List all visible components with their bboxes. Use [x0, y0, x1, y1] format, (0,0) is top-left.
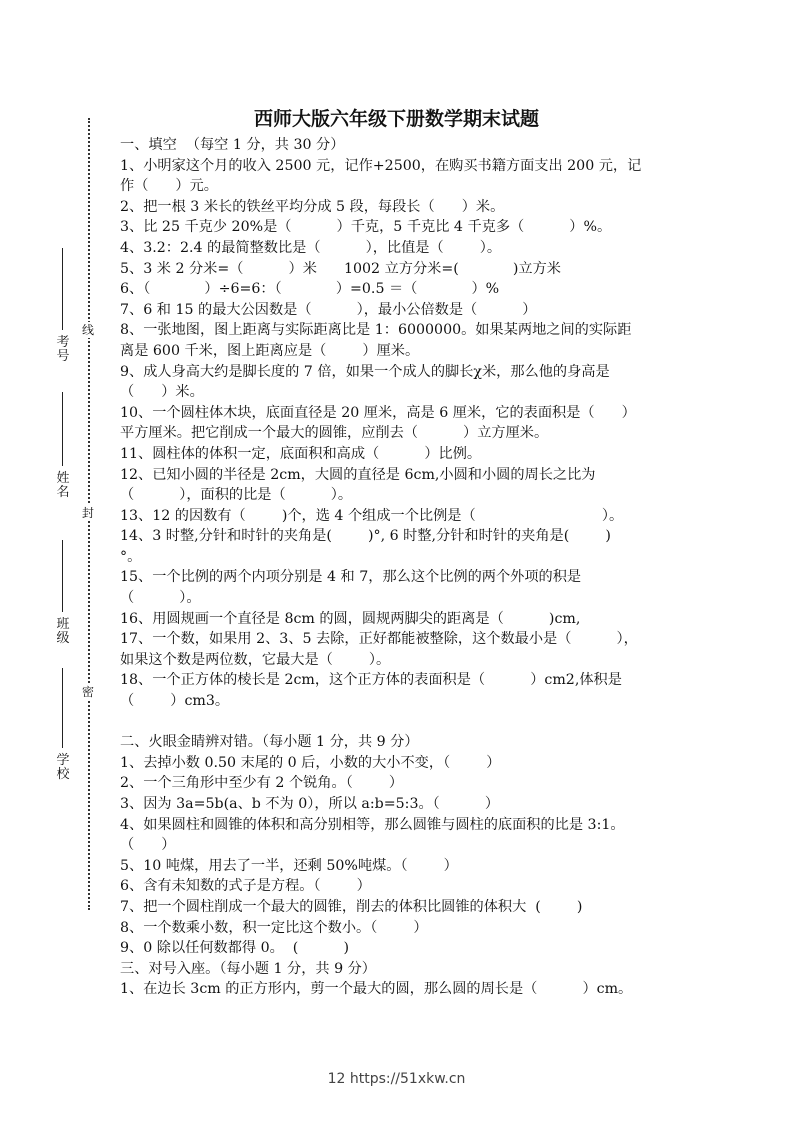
page-footer: 12 https://51xkw.cn — [327, 1071, 466, 1087]
text-line: 16、用圆规画一个直径是 8cm 的圆，圆规两脚尖的距离是（ )cm, — [120, 610, 581, 627]
text-line: （ ）cm3。 — [120, 693, 230, 710]
text-line: 5、10 吨煤，用去了一半，还剩 50%吨煤。（ ） — [120, 857, 458, 874]
text-line: 15、一个比例的两个内项分别是 4 和 7，那么这个比例的两个外项的积是 — [120, 569, 582, 586]
school-label: 学校 — [56, 753, 70, 782]
text-line: （ ），面积的比是（ ）。 — [120, 487, 353, 504]
text-line: 10、一个圆柱体木块，底面直径是 20 厘米，高是 6 厘米，它的表面积是（ ） — [120, 404, 636, 421]
text-line: 6、（ ）÷6=6：（ ）=0.5 ＝（ ）% — [120, 281, 500, 298]
text-line: 9、0 除以任何数都得 0。 ( ) — [120, 940, 349, 957]
text-line: （ ）米。 — [120, 384, 204, 401]
blank-line — [120, 712, 680, 733]
class-label: 班级 — [56, 617, 70, 646]
text-line: 3、比 25 千克少 20%是（ ）千克，5 千克比 4 千克多（ ）%。 — [120, 219, 612, 236]
seal-char-xian: 线 — [82, 323, 95, 337]
text-line: 7、6 和 15 的最大公因数是（ ），最小公倍数是（ ） — [120, 301, 537, 318]
text-line: （ ）。 — [120, 590, 201, 607]
exam-number-field — [56, 248, 70, 368]
school-field — [56, 668, 70, 788]
text-line: 14、3 时整,分针和时针的夹角是( )°, 6 时整,分针和时针的夹角是( ) — [120, 528, 611, 545]
text-line: （ ） — [120, 837, 176, 854]
exam-content — [120, 135, 680, 1000]
text-line: 二、火眼金睛辨对错。（每小题 1 分，共 9 分） — [120, 734, 419, 751]
text-line: 7、把一个圆柱削成一个最大的圆锥，削去的体积比圆锥的体积大 ( ) — [120, 898, 583, 915]
text-line: 平方厘米。把它削成一个最大的圆锥，应削去（ ）立方厘米。 — [120, 425, 549, 442]
text-line: 8、一个数乘小数，积一定比这个数小。（ ） — [120, 919, 428, 936]
text-line: 2、把一根 3 米长的铁丝平均分成 5 段，每段长（ ）米。 — [120, 198, 505, 215]
text-line: 17、一个数，如果用 2、3、5 去除，正好都能被整除，这个数最小是（ ）， — [120, 631, 638, 648]
text-line: 5、3 米 2 分米=（ ）米 1002 立方分米=( )立方米 — [120, 260, 561, 277]
text-line: °。 — [120, 548, 142, 565]
binding-margin — [0, 0, 110, 1122]
text-line: 11、圆柱体的体积一定，底面积和高成（ ）比例。 — [120, 445, 482, 462]
text-line: 2、一个三角形中至少有 2 个锐角。（ ） — [120, 775, 404, 792]
text-line: 1、小明家这个月的收入 2500 元，记作+2500，在购买书籍方面支出 200 元，记 — [120, 157, 642, 174]
text-line: 9、成人身高大约是脚长度的 7 倍，如果一个成人的脚长χ米，那么他的身高是 — [120, 363, 610, 380]
text-line: 6、含有未知数的式子是方程。（ ） — [120, 878, 371, 895]
text-line: 1、去掉小数 0.50 末尾的 0 后，小数的大小不变，（ ） — [120, 754, 501, 771]
text-line: 8、一张地图，图上距离与实际距离比是 1：6000000。如果某两地之间的实际距 — [120, 322, 632, 339]
text-line: 一、填空 （每空 1 分，共 30 分） — [120, 137, 345, 153]
seal-char-feng: 封 — [82, 506, 95, 520]
text-line: 13、12 的因数有（ )个，选 4 个组成一个比例是（ ）。 — [120, 507, 624, 524]
text-line: 三、对号入座。（每小题 1 分，共 9 分） — [120, 960, 376, 977]
text-line: 3、因为 3a=5b(a、b 不为 0），所以 a:b=5:3。（ ） — [120, 796, 500, 812]
text-line: 18、一个正方体的棱长是 2cm，这个正方体的表面积是（ ）cm2,体积是 — [120, 672, 622, 689]
text-line: 作（ ）元。 — [120, 178, 218, 195]
text-line: 12、已知小圆的半径是 2cm，大圆的直径是 6cm,小圆和小圆的周长之比为 — [120, 466, 596, 483]
name-field — [56, 392, 70, 504]
name-label: 姓名 — [56, 471, 70, 500]
text-line: 1、在边长 3cm 的正方形内，剪一个最大的圆，那么圆的周长是（ ）cm。 — [120, 981, 633, 998]
seal-char-mi: 密 — [82, 685, 95, 699]
class-field — [56, 540, 70, 650]
text-line: 4、如果圆柱和圆锥的体积和高分别相等，那么圆锥与圆柱的底面积的比是 3:1。 — [120, 816, 625, 833]
exam-number-label: 考号 — [56, 335, 70, 364]
page-title: 西师大版六年级下册数学期末试题 — [253, 108, 539, 130]
text-line: 如果这个数是两位数，它最大是（ ）。 — [120, 651, 391, 668]
text-line: 4、3.2：2.4 的最简整数比是（ ），比值是（ ）。 — [120, 239, 502, 256]
text-line: 离是 600 千米，图上距离应是（ ）厘米。 — [120, 342, 420, 359]
